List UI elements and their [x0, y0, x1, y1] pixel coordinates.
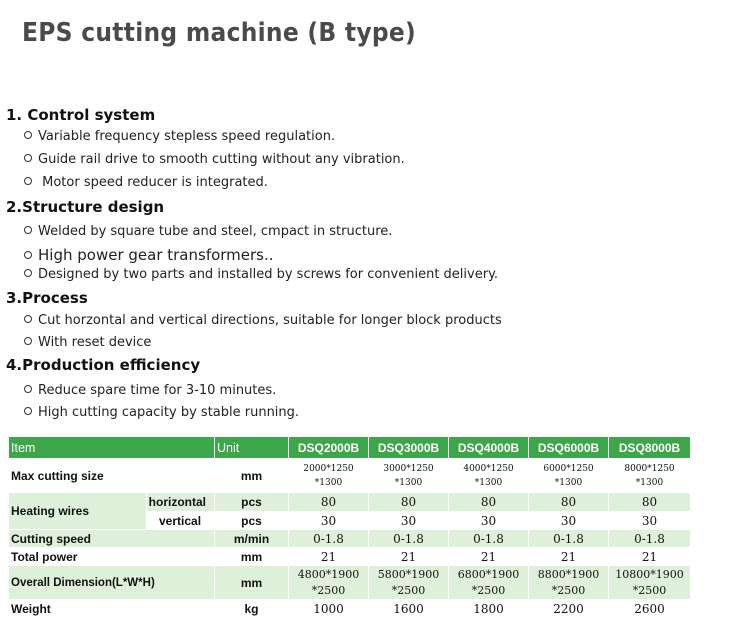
table-cell: 21: [449, 548, 529, 566]
row-label: Heating wires: [9, 493, 147, 530]
table-row: [9, 548, 691, 566]
table-cell: 0-1.8: [449, 530, 529, 548]
table-cell: 0-1.8: [529, 530, 609, 548]
table-cell: 30: [369, 512, 449, 530]
header-unit: Unit: [215, 437, 289, 459]
table-cell: 2200: [529, 600, 609, 618]
table-cell: 80: [609, 493, 691, 512]
row-sublabel: horizontal: [147, 493, 215, 512]
list-item: Guide rail drive to smooth cutting without any vibration.: [24, 152, 405, 167]
table-cell: 80: [289, 493, 369, 512]
table-row: [9, 566, 691, 600]
table-cell: 0-1.8: [609, 530, 691, 548]
table-header-row: [9, 437, 691, 459]
table-cell: 80: [529, 493, 609, 512]
list-item: Cut horzontal and vertical directions, suitable for longer block products: [24, 313, 502, 328]
table-cell: 21: [289, 548, 369, 566]
row-label: Cutting speed: [9, 530, 215, 548]
table-cell: 30: [529, 512, 609, 530]
table-cell: 6000*1250 *1300: [529, 459, 609, 493]
table-row: [9, 459, 691, 493]
section-heading-process: 3.Process: [6, 289, 88, 307]
header-model: DSQ6000B: [529, 437, 609, 459]
bullet-icon: [24, 131, 32, 139]
list-item: With reset device: [24, 335, 151, 350]
row-label: Weight: [9, 600, 215, 618]
table-cell: 30: [609, 512, 691, 530]
header-item: Item: [9, 437, 215, 459]
table-cell: 21: [529, 548, 609, 566]
section-heading-control-system: 1. Control system: [6, 106, 156, 124]
table-cell: 1600: [369, 600, 449, 618]
table-cell: 6800*1900 *2500: [449, 566, 529, 600]
bullet-icon: [24, 177, 32, 185]
row-label: Max cutting size: [9, 459, 215, 493]
table-row: [9, 600, 691, 618]
table-cell: 3000*1250 *1300: [369, 459, 449, 493]
bullet-icon: [24, 269, 32, 277]
page-title: EPS cutting machine (B type): [22, 18, 417, 48]
row-unit: kg: [215, 600, 289, 618]
table-cell: 2600: [609, 600, 691, 618]
list-item: High power gear transformers..: [24, 246, 274, 264]
row-unit: m/min: [215, 530, 289, 548]
table-cell: 5800*1900 *2500: [369, 566, 449, 600]
bullet-icon: [24, 251, 32, 259]
row-unit: pcs: [215, 512, 289, 530]
table-cell: 21: [369, 548, 449, 566]
bullet-icon: [24, 385, 32, 393]
header-model: DSQ3000B: [369, 437, 449, 459]
table-cell: 0-1.8: [289, 530, 369, 548]
table-cell: 2000*1250 *1300: [289, 459, 369, 493]
table-cell: 21: [609, 548, 691, 566]
table-cell: 8800*1900 *2500: [529, 566, 609, 600]
table-cell: 1800: [449, 600, 529, 618]
table-cell: 10800*1900 *2500: [609, 566, 691, 600]
table-cell: 0-1.8: [369, 530, 449, 548]
table-row: [9, 493, 691, 512]
list-item: Reduce spare time for 3-10 minutes.: [24, 383, 276, 398]
list-item: Welded by square tube and steel, cmpact in structure.: [24, 224, 392, 239]
bullet-icon: [24, 315, 32, 323]
table-cell: 80: [369, 493, 449, 512]
row-sublabel: vertical: [147, 512, 215, 530]
row-unit: mm: [215, 459, 289, 493]
table-row: [9, 530, 691, 548]
row-unit: pcs: [215, 493, 289, 512]
header-model: DSQ4000B: [449, 437, 529, 459]
bullet-icon: [24, 407, 32, 415]
row-unit: mm: [215, 548, 289, 566]
header-model: DSQ8000B: [609, 437, 691, 459]
row-label: Overall Dimension(L*W*H): [9, 566, 215, 600]
section-heading-production-efficiency: 4.Production efficiency: [6, 356, 201, 374]
list-item: Variable frequency stepless speed regulation.: [24, 129, 335, 144]
list-item: Motor speed reducer is integrated.: [24, 175, 268, 190]
table-cell: 8000*1250 *1300: [609, 459, 691, 493]
table-cell: 4000*1250 *1300: [449, 459, 529, 493]
bullet-icon: [24, 337, 32, 345]
list-item: Designed by two parts and installed by screws for convenient delivery.: [24, 267, 498, 282]
table-cell: 30: [289, 512, 369, 530]
header-model: DSQ2000B: [289, 437, 369, 459]
row-unit: mm: [215, 566, 289, 600]
table-cell: 30: [449, 512, 529, 530]
table-cell: 4800*1900 *2500: [289, 566, 369, 600]
bullet-icon: [24, 226, 32, 234]
bullet-icon: [24, 154, 32, 162]
row-label: Total power: [9, 548, 215, 566]
spec-table: [8, 436, 691, 618]
table-cell: 80: [449, 493, 529, 512]
section-heading-structure-design: 2.Structure design: [6, 198, 165, 216]
list-item: High cutting capacity by stable running.: [24, 405, 299, 420]
table-cell: 1000: [289, 600, 369, 618]
